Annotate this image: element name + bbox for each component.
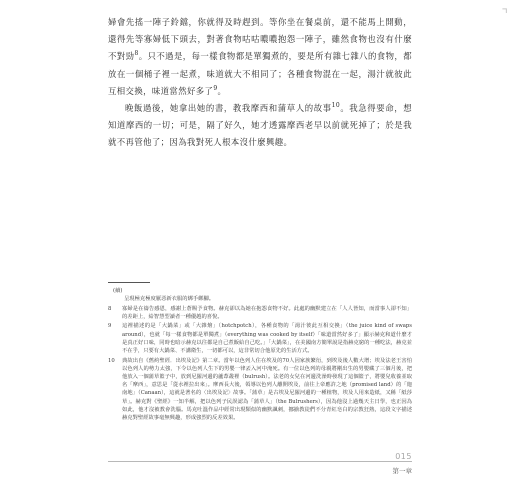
body-paragraph-2: [108, 100, 412, 152]
footnote-8: [108, 305, 412, 321]
corner-mark: ⌝: [501, 7, 508, 23]
footer-divider: [108, 461, 412, 462]
footnote-ref-9: 9: [213, 85, 218, 93]
footnotes: [108, 287, 412, 423]
book-page: [108, 0, 412, 500]
body-paragraph-1-tail: 。只不過是，每一樣食物都是單獨煮的，要是所有雜七雜八的食物，都放在一個桶子裡一起煮，味道就大不相同了；各種食物混在一起，湯汁就彼此互相交換，味道當然好多了: [108, 51, 412, 96]
footnote-number: 10: [108, 357, 115, 364]
footnote-number: 9: [108, 323, 112, 330]
footnote-continuation: [108, 287, 412, 303]
footnote-number: 8: [108, 305, 112, 312]
footnote-text: 這裡描述的是「大鍋菜」或「大雜燴」（hotchpotch），各種食物的「湯汁彼此互相交換」（the juice kind of swaps around），也就「每一樣食物都是單獨煮」（everything was cooked by itself）「味道當然好多了」顯示赫克和道什麼才是真正好口味，同時也暗示赫克以往都是自己煮飯給自己吃。」「大鍋菜」，在美國南方簡單說是指赫克窮的一種吃法，赫克並不在乎，只要有大鍋菜、不講衛生，一切都可以，這非常切合他原先的生活方式。: [122, 323, 412, 355]
footnote-continuation-text: 呈現極克極度厭惡新衣服的綁手綁腳。: [124, 296, 215, 303]
footnote-9: [108, 322, 412, 355]
body-paragraph-2-tail: 。我急得要命，想知道摩西的一切；可是，隔了好久，她才透露摩西老早以前就死掉了；於是我就不再管他了；因為我對死人根本沒什麼興趣。: [108, 103, 412, 148]
footnote-ref-10: 10: [331, 102, 341, 110]
footnote-text: 典故出自《舊約聖經．出埃及記》第二章。當年以色列人住在埃及的70人因家族繁衍，到埃及後人數大增；埃及法老王害怕以色列人的勢力太強，下令以色列人生下的男嬰一律丟入河中淹死。有一位以色列的母親將剛出生的男嬰藏了三個月後，把他放入一個蒲草籃子中，放到尼羅河邊的蘆葦叢裡（bulrush）。法老的女兒在河邊洗澡時發現了這個籃子，將嬰兒收養並取名「摩西」，意思是「從水裡拉出來」。摩西長大後，領導以色列人離開埃及，前往上帝應許之地（promised land）的「迦南地」（Canaan），這就是著名的〈出埃及記〉故事。「蒲草」是古埃及尼羅河邊的一種植物，埃及人用來造紙，又稱「紙莎草」。赫克對《聖經》一知半解，把以色列子民誤認為「蒲草人」（the Bulrushers），因為他沒上過幾天主日學，也正因為如此，他才沒被教會洗腦。馬克吐溫作品中經常出現類似的幽默諷刺，挪揄教徒們不分青紅皂白的宗教狂熱，這段文字描述赫克對聖經故事毫無興趣，形成強烈的反差效果。: [122, 357, 412, 421]
body-paragraph-1: [108, 14, 412, 100]
page-number: 015: [395, 452, 412, 461]
body-paragraph-1-end: 。: [217, 85, 227, 96]
footnote-ref-8: 8: [134, 50, 139, 58]
body-paragraph-2-text: 晚飯過後，她拿出她的書，教我摩西和蒲草人的故事: [125, 103, 332, 114]
footnote-text: 寡婦是在禱告感恩，感謝上蒼賜予食物。赫克卻以為她在抱怨食物不好。此處的幽默建立在「人人皆知，而當事人卻不知」的差距上，給智慧型讀者一種優越的喜悅。: [122, 305, 412, 320]
body-text: [108, 14, 412, 152]
body-paragraph-1-text: 婦會先搖一陣子鈴鐺，你就得及時趕到。等你坐在餐桌前，還不能馬上開動，還得先等寡婦低下頭去，對著食物咕咕噥噥抱怨一陣子，雖然食物也沒有什麼不對勁: [108, 17, 412, 62]
footnote-10: [108, 357, 412, 423]
footnote-continuation-label: (續): [113, 288, 123, 294]
chapter-label: 第一章: [392, 467, 412, 475]
footnote-divider: [108, 282, 150, 283]
